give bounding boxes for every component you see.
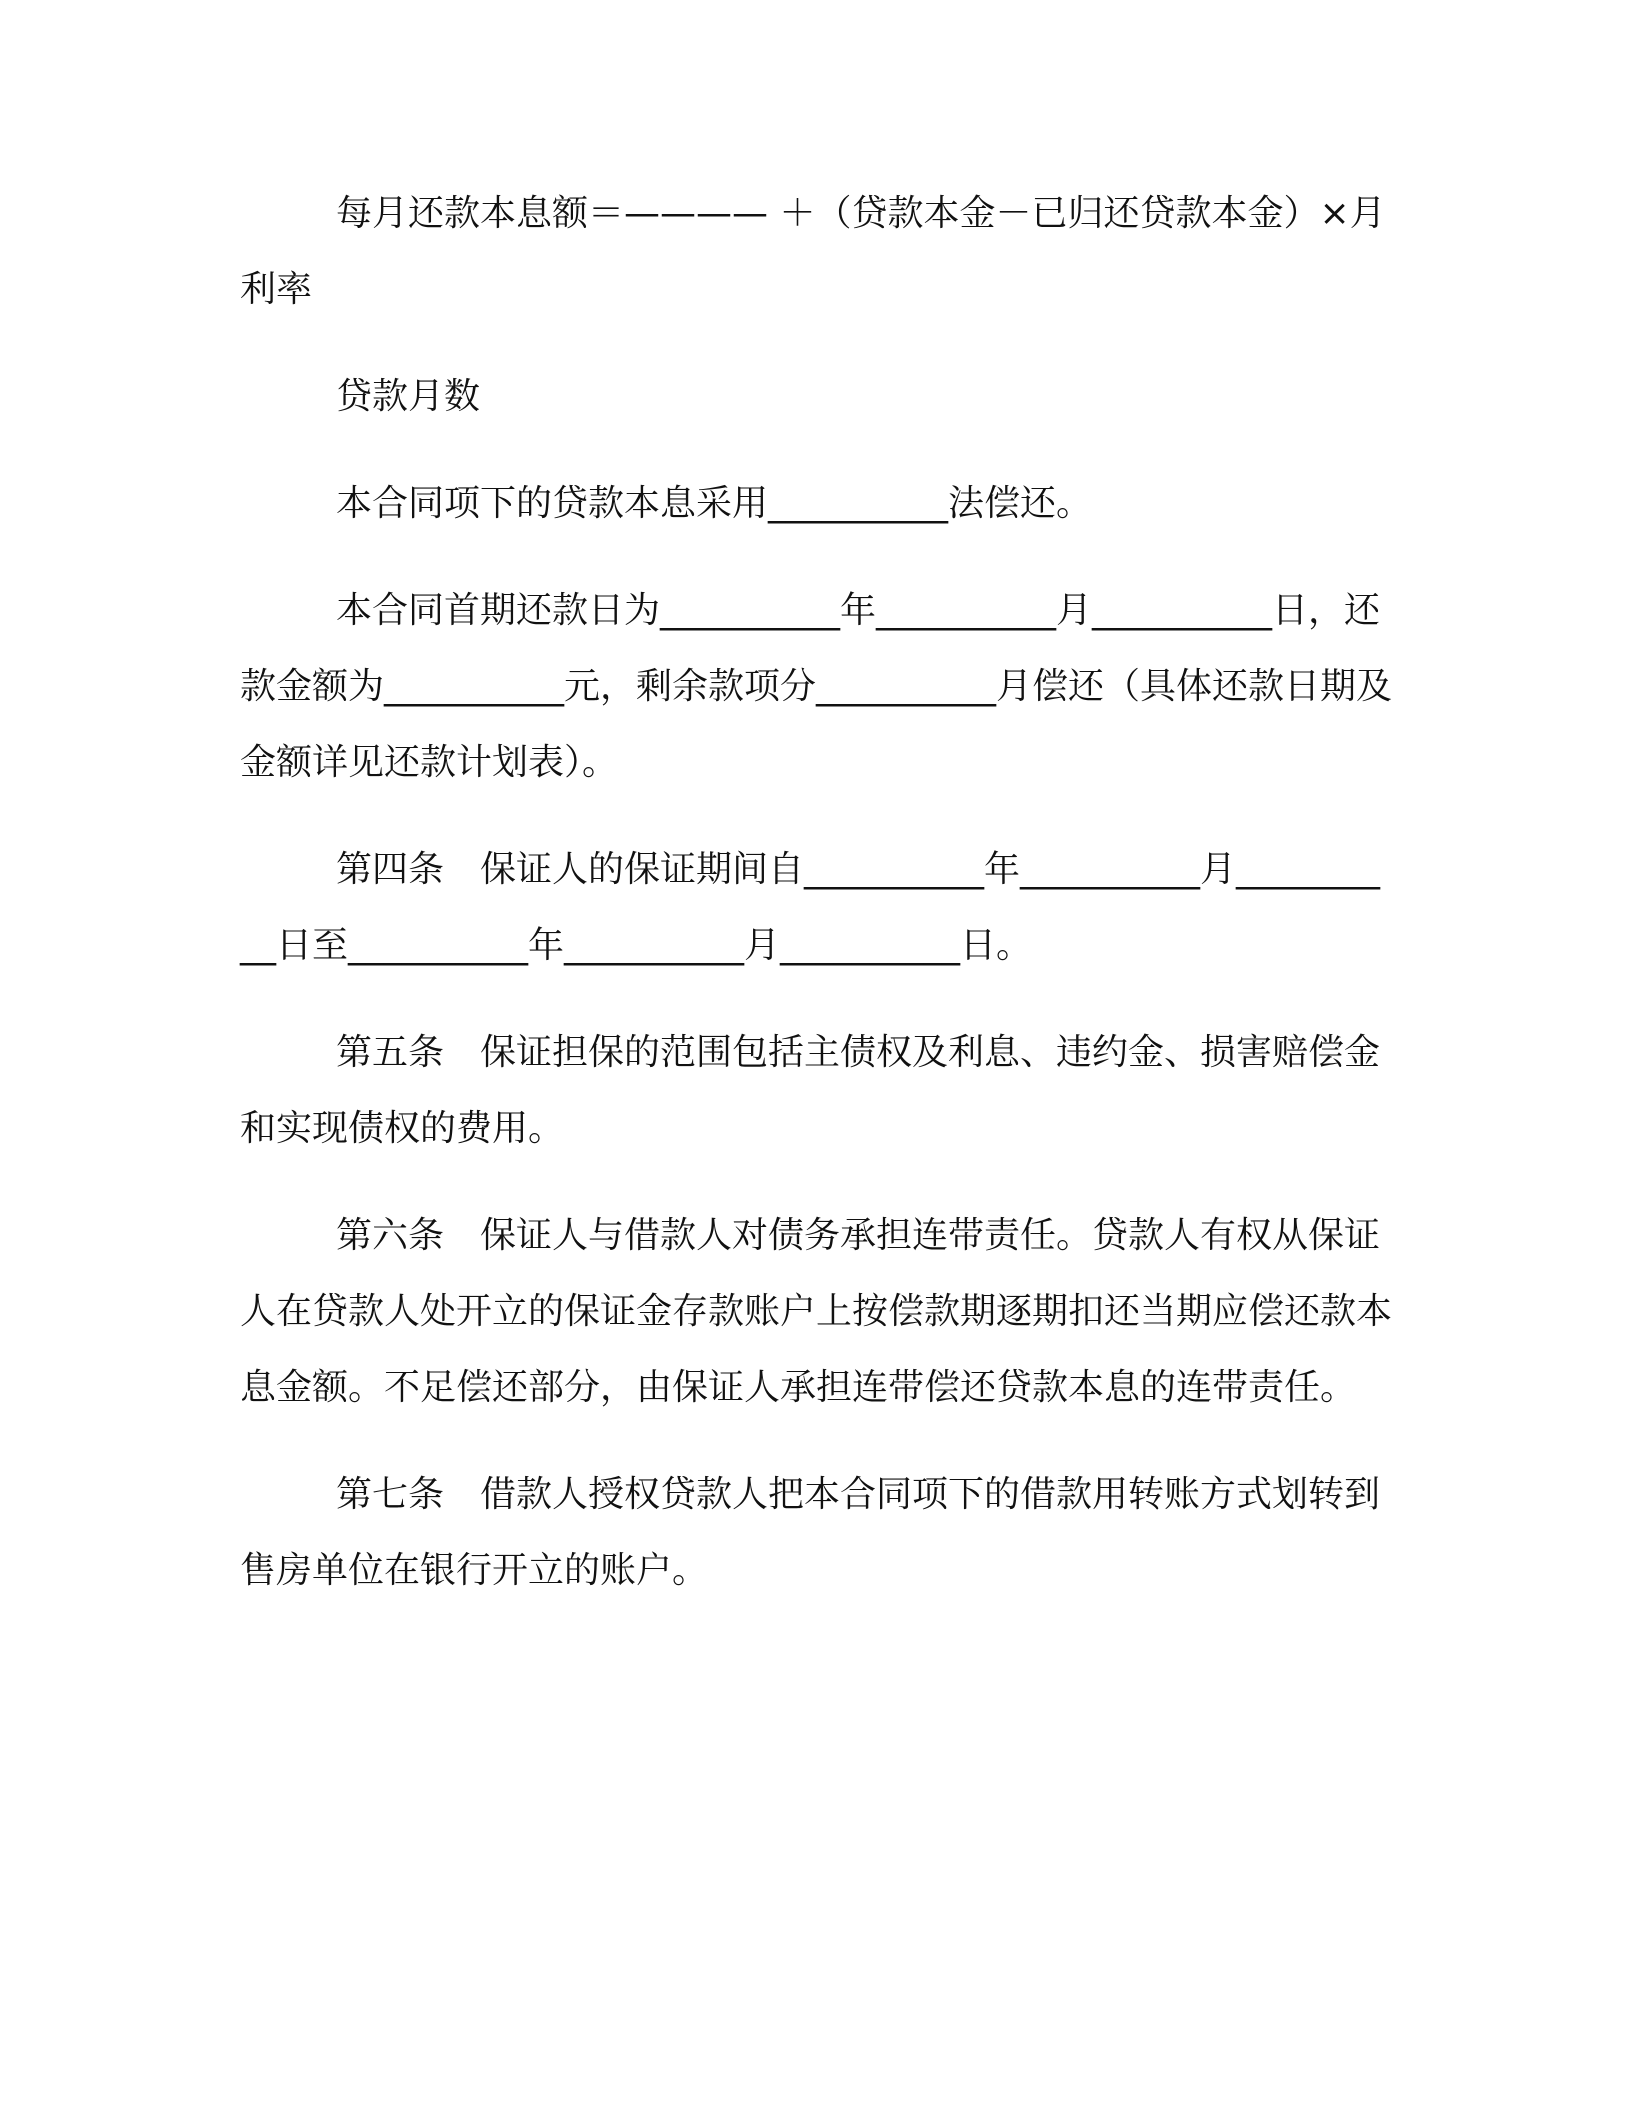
article-6-paragraph: 第六条 保证人与借款人对债务承担连带责任。贷款人有权从保证人在贷款人处开立的保证金存款账户上按偿款期逐期扣还当期应偿还款本息金额。不足偿还部分，由保证人承担连带偿还贷款本息的连带责任。 (240, 1215, 1393, 1408)
formula-denominator-paragraph: 贷款月数 (336, 376, 481, 417)
article-4-paragraph: 第四条 保证人的保证期间自__________年__________月__________日至__________年__________月__________日。 (240, 849, 1381, 966)
article-5-paragraph: 第五条 保证担保的范围包括主债权及利息、违约金、损害赔偿金和实现债权的费用。 (240, 1032, 1381, 1149)
first-repayment-paragraph: 本合同首期还款日为__________年__________月__________日，还款金额为__________元，剩余款项分__________月偿还（具体还款日期及金额详见还款计划表）。 (240, 590, 1393, 783)
repayment-method-paragraph: 本合同项下的贷款本息采用__________法偿还。 (336, 483, 1093, 524)
article-7-paragraph: 第七条 借款人授权贷款人把本合同项下的借款用转账方式划转到售房单位在银行开立的账户。 (240, 1474, 1381, 1591)
document-body (240, 176, 1392, 1609)
formula-paragraph: 每月还款本息额＝———— ＋（贷款本金－已归还贷款本金）×月利率 (240, 193, 1386, 310)
